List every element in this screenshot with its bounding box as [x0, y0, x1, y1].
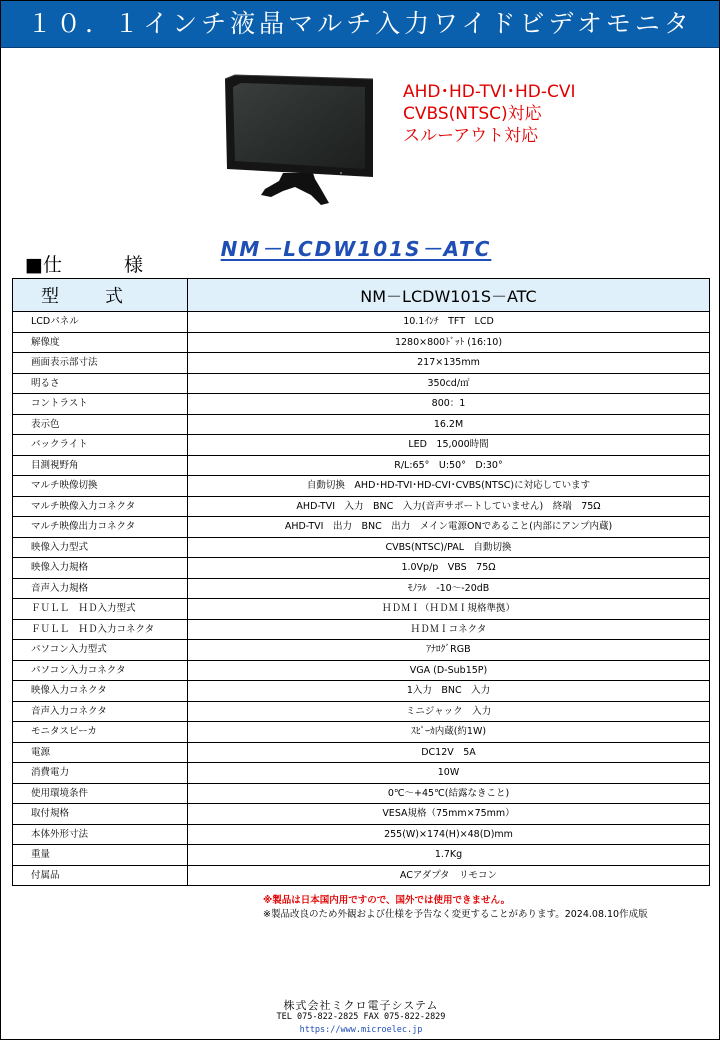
spec-key: 明るさ: [13, 373, 188, 394]
company-name: 株式会社ミクロ電子システム: [283, 999, 439, 1012]
monitor-product-image: [221, 73, 376, 213]
spec-key: モニタスピーカ: [13, 722, 188, 743]
spec-value: 10W: [188, 763, 710, 784]
spec-key: 映像入力規格: [13, 558, 188, 579]
spec-row: [13, 783, 710, 804]
spec-key: マルチ映像出力コネクタ: [13, 517, 188, 538]
spec-key: 取付規格: [13, 804, 188, 825]
spec-row: [13, 722, 710, 743]
feature-list: [403, 81, 713, 147]
spec-label-part2: 様: [123, 254, 143, 276]
spec-row: [13, 681, 710, 702]
spec-table-body: [13, 312, 710, 886]
spec-key: バックライト: [13, 435, 188, 456]
spec-key: マルチ映像切換: [13, 476, 188, 497]
spec-key: 本体外形寸法: [13, 824, 188, 845]
spec-key: 電源: [13, 742, 188, 763]
spec-key: コントラスト: [13, 394, 188, 415]
spec-key: 映像入力型式: [13, 537, 188, 558]
feature-item: スルーアウト対応: [403, 126, 539, 146]
spec-key: 音声入力コネクタ: [13, 701, 188, 722]
spec-key: マルチ映像入力コネクタ: [13, 496, 188, 517]
spec-key: 付属品: [13, 865, 188, 886]
spec-value: AHD-TVI 入力 BNC 入力(音声サポートしていません) 終端 75Ω: [188, 496, 710, 517]
spec-row: [13, 517, 710, 538]
spec-row: [13, 414, 710, 435]
company-url-link[interactable]: https://www.microelec.jp: [299, 1025, 423, 1035]
spec-value: 217×135mm: [188, 353, 710, 374]
spec-row: [13, 394, 710, 415]
spec-row: [13, 332, 710, 353]
spec-value: DC12V 5A: [188, 742, 710, 763]
feature-item: AHD･HD-TVI･HD-CVI: [403, 82, 576, 102]
spec-key: 使用環境条件: [13, 783, 188, 804]
model-number-heading: NM－LCDW101S－ATC: [220, 237, 492, 261]
spec-value: 10.1ｲﾝﾁ TFT LCD: [188, 312, 710, 333]
spec-table-header-row: [13, 279, 710, 312]
spec-value: 350cd/㎡: [188, 373, 710, 394]
spec-row: [13, 496, 710, 517]
spec-value: AHD-TVI 出力 BNC 出力 メイン電源ONであること(内部にアンプ内蔵): [188, 517, 710, 538]
spec-value: ACアダプタ リモコン: [188, 865, 710, 886]
spec-value: ＨＤＭＩコネクタ: [188, 619, 710, 640]
spec-row: [13, 435, 710, 456]
revision-note: ※製品改良のため外観および仕様を予告なく変更することがあります。2024.08.10作成版: [263, 909, 648, 920]
model-label-cell: 型 式: [13, 279, 188, 312]
spec-row: [13, 578, 710, 599]
spec-key: ＦＵＬＬ ＨＤ入力コネクタ: [13, 619, 188, 640]
spec-value: 800：1: [188, 394, 710, 415]
model-value-cell: NM－LCDW101S－ATC: [188, 279, 710, 312]
spec-value: ミニジャック 入力: [188, 701, 710, 722]
spec-key: 画面表示部寸法: [13, 353, 188, 374]
spec-row: [13, 701, 710, 722]
spec-key: 重量: [13, 845, 188, 866]
spec-table: [12, 278, 710, 886]
spec-label-part1: 仕: [42, 254, 62, 276]
spec-value: 255(W)×174(H)×48(D)mm: [188, 824, 710, 845]
spec-row: [13, 804, 710, 825]
spec-value: 1.0Vp/p VBS 75Ω: [188, 558, 710, 579]
spec-row: [13, 476, 710, 497]
spec-key: 音声入力規格: [13, 578, 188, 599]
spec-row: [13, 537, 710, 558]
spec-row: [13, 640, 710, 661]
domestic-use-note: ※製品は日本国内用ですので、国外では使用できません。: [263, 895, 511, 906]
title-banner: [1, 1, 719, 48]
spec-value: ｱﾅﾛｸﾞRGB: [188, 640, 710, 661]
spec-value: ＨＤＭＩ（ＨＤＭＩ規格準拠）: [188, 599, 710, 620]
spec-key: 表示色: [13, 414, 188, 435]
spec-value: R/L:65° U:50° D:30°: [188, 455, 710, 476]
spec-row: [13, 865, 710, 886]
spec-value: 1280×800ﾄﾞｯﾄ (16:10): [188, 332, 710, 353]
spec-value: CVBS(NTSC)/PAL 自動切換: [188, 537, 710, 558]
spec-value: 1入力 BNC 入力: [188, 681, 710, 702]
spec-section-label: [25, 254, 143, 276]
spec-value: 自動切換 AHD･HD-TVI･HD-CVI･CVBS(NTSC)に対応しています: [188, 476, 710, 497]
spec-value: ﾓﾉﾗﾙ -10～-20dB: [188, 578, 710, 599]
spec-row: [13, 373, 710, 394]
spec-value: 16.2M: [188, 414, 710, 435]
spec-row: [13, 558, 710, 579]
spec-key: 消費電力: [13, 763, 188, 784]
spec-row: [13, 619, 710, 640]
feature-item: CVBS(NTSC)対応: [403, 104, 542, 124]
spec-key: 解像度: [13, 332, 188, 353]
spec-value: 0℃～+45℃(結露なきこと): [188, 783, 710, 804]
spec-row: [13, 660, 710, 681]
page-title: １０．１インチ液晶マルチ入力ワイドビデオモニタ: [27, 9, 693, 38]
spec-value: 1.7Kg: [188, 845, 710, 866]
spec-key: 映像入力コネクタ: [13, 681, 188, 702]
spec-value: ｽﾋﾟｰｶ内蔵(約1W): [188, 722, 710, 743]
spec-key: LCDパネル: [13, 312, 188, 333]
spec-row: [13, 824, 710, 845]
spec-key: 目測視野角: [13, 455, 188, 476]
spec-row: [13, 353, 710, 374]
spec-row: [13, 599, 710, 620]
contact-numbers: TEL 075-822-2825 FAX 075-822-2829: [276, 1012, 446, 1022]
spec-row: [13, 845, 710, 866]
spec-row: [13, 312, 710, 333]
spec-key: パソコン入力型式: [13, 640, 188, 661]
spec-value: VESA規格（75mm×75mm）: [188, 804, 710, 825]
square-bullet-icon: ■: [25, 254, 43, 276]
spec-row: [13, 455, 710, 476]
spec-value: LED 15,000時間: [188, 435, 710, 456]
spec-key: ＦＵＬＬ ＨＤ入力型式: [13, 599, 188, 620]
spec-row: [13, 763, 710, 784]
spec-value: VGA (D-Sub15P): [188, 660, 710, 681]
spec-row: [13, 742, 710, 763]
spec-key: パソコン入力コネクタ: [13, 660, 188, 681]
